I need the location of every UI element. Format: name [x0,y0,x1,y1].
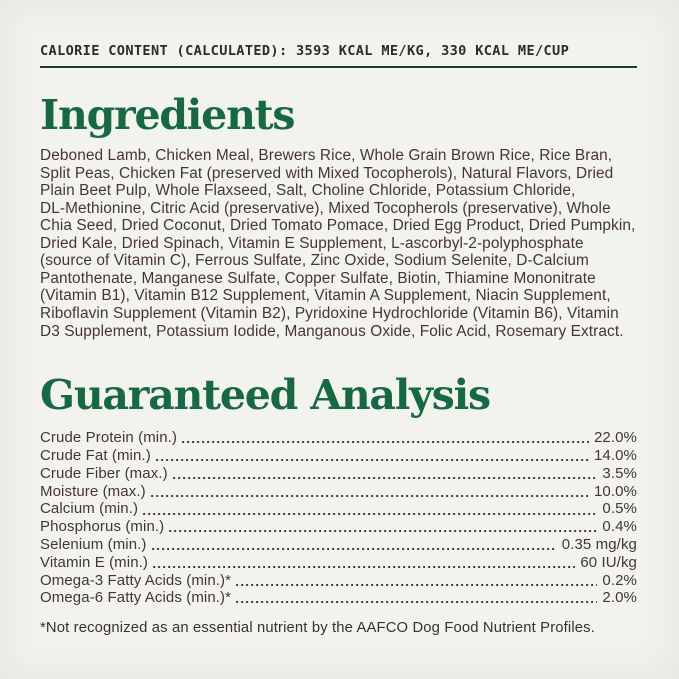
ingredients-heading: Ingredients [40,91,295,139]
analysis-row-crude-fat [40,447,637,465]
aafco-footnote: *Not recognized as an essential nutrient by the AAFCO Dog Food Nutrient Profiles. [40,620,595,637]
ingredients-line: Plain Beet Pulp, Whole Flaxseed, Salt, Choline Chloride, Potassium Chloride, [40,182,576,200]
ingredients-paragraph [40,147,637,340]
dot-leader [143,513,597,515]
nutrient-value: 0.35 mg/kg [561,535,637,553]
nutrient-value: 14.0% [593,447,637,464]
nutrient-name: Vitamin E (min.) [40,553,149,571]
ingredients-line: Pantothenate, Manganese Sulfate, Copper Sulfate, Biotin, Thiamine Mononitrate [40,269,596,287]
nutrient-value: 22.0% [593,429,637,447]
ingredients-section [40,93,637,340]
dot-leader [152,548,557,550]
guaranteed-analysis-heading: Guaranteed Analysis [40,371,490,420]
calorie-content-text: CALORIE CONTENT (CALCULATED): 3593 KCAL ME/KG, 330 KCAL ME/CUP [40,43,570,59]
dot-leader [151,495,589,497]
analysis-row-crude-fiber [40,465,637,483]
nutrient-value: 3.5% [602,464,637,482]
nutrient-name: Calcium (min.) [40,500,139,518]
analysis-row-vitamin-e [40,554,637,572]
dot-leader [173,477,598,479]
nutrient-name: Phosphorus (min.) [40,518,165,536]
nutrient-name: Crude Protein (min.) [40,429,178,447]
dot-leader [156,459,589,461]
analysis-row-selenium [40,536,637,554]
dot-leader [153,566,575,568]
ingredients-line: Riboflavin Supplement (Vitamin B2), Pyridoxine Hydrochloride (Vitamin B6), Vitamin [40,305,619,323]
ingredients-line: D3 Supplement, Potassium Iodide, Manganous Oxide, Folic Acid, Rosemary Extract. [40,322,624,340]
dot-leader [236,601,597,603]
nutrient-value: 0.2% [602,571,637,589]
guaranteed-analysis-section [40,373,637,636]
analysis-row-crude-protein [40,429,637,447]
nutrient-name: Crude Fat (min.) [40,447,151,464]
calorie-content-line [40,43,637,68]
dot-leader [182,441,589,443]
nutrient-value: 0.5% [602,500,637,518]
analysis-row-moisture [40,483,637,501]
analysis-row-omega-6 [40,589,637,607]
nutrient-value: 2.0% [602,589,637,607]
dot-leader [236,584,597,586]
ingredients-line: Chia Seed, Dried Coconut, Dried Tomato Pomace, Dried Egg Product, Dried Pumpkin, [40,217,636,235]
guaranteed-analysis-table [40,429,637,607]
nutrient-name: Selenium (min.) [40,535,147,553]
nutrient-name: Moisture (max.) [40,482,146,500]
nutrient-value: 60 IU/kg [580,553,637,571]
analysis-row-phosphorus [40,518,637,536]
nutrient-value: 10.0% [593,482,637,500]
analysis-row-calcium [40,500,637,518]
ingredients-line: DL-Methionine, Citric Acid (preservative), Mixed Tocopherols (preservative), Whole [40,199,611,217]
analysis-row-omega-3 [40,572,637,590]
ingredients-line: Deboned Lamb, Chicken Meal, Brewers Rice, Whole Grain Brown Rice, Rice Bran, [40,147,613,165]
nutrient-value: 0.4% [602,518,637,536]
nutrient-name: Omega-3 Fatty Acids (min.)* [40,571,232,589]
ingredients-line: (Vitamin B1), Vitamin B12 Supplement, Vitamin A Supplement, Niacin Supplement, [40,287,611,305]
ingredients-line: Split Peas, Chicken Fat (preserved with Mixed Tocopherols), Natural Flavors, Dried [40,164,614,182]
ingredients-line: (source of Vitamin C), Ferrous Sulfate, Zinc Oxide, Sodium Selenite, D-Calcium [40,252,589,270]
nutrient-name: Omega-6 Fatty Acids (min.)* [40,589,232,607]
ingredients-line: Dried Kale, Dried Spinach, Vitamin E Supplement, L-ascorbyl-2-polyphosphate [40,234,584,252]
dot-leader [169,530,597,532]
nutrient-name: Crude Fiber (max.) [40,464,168,482]
